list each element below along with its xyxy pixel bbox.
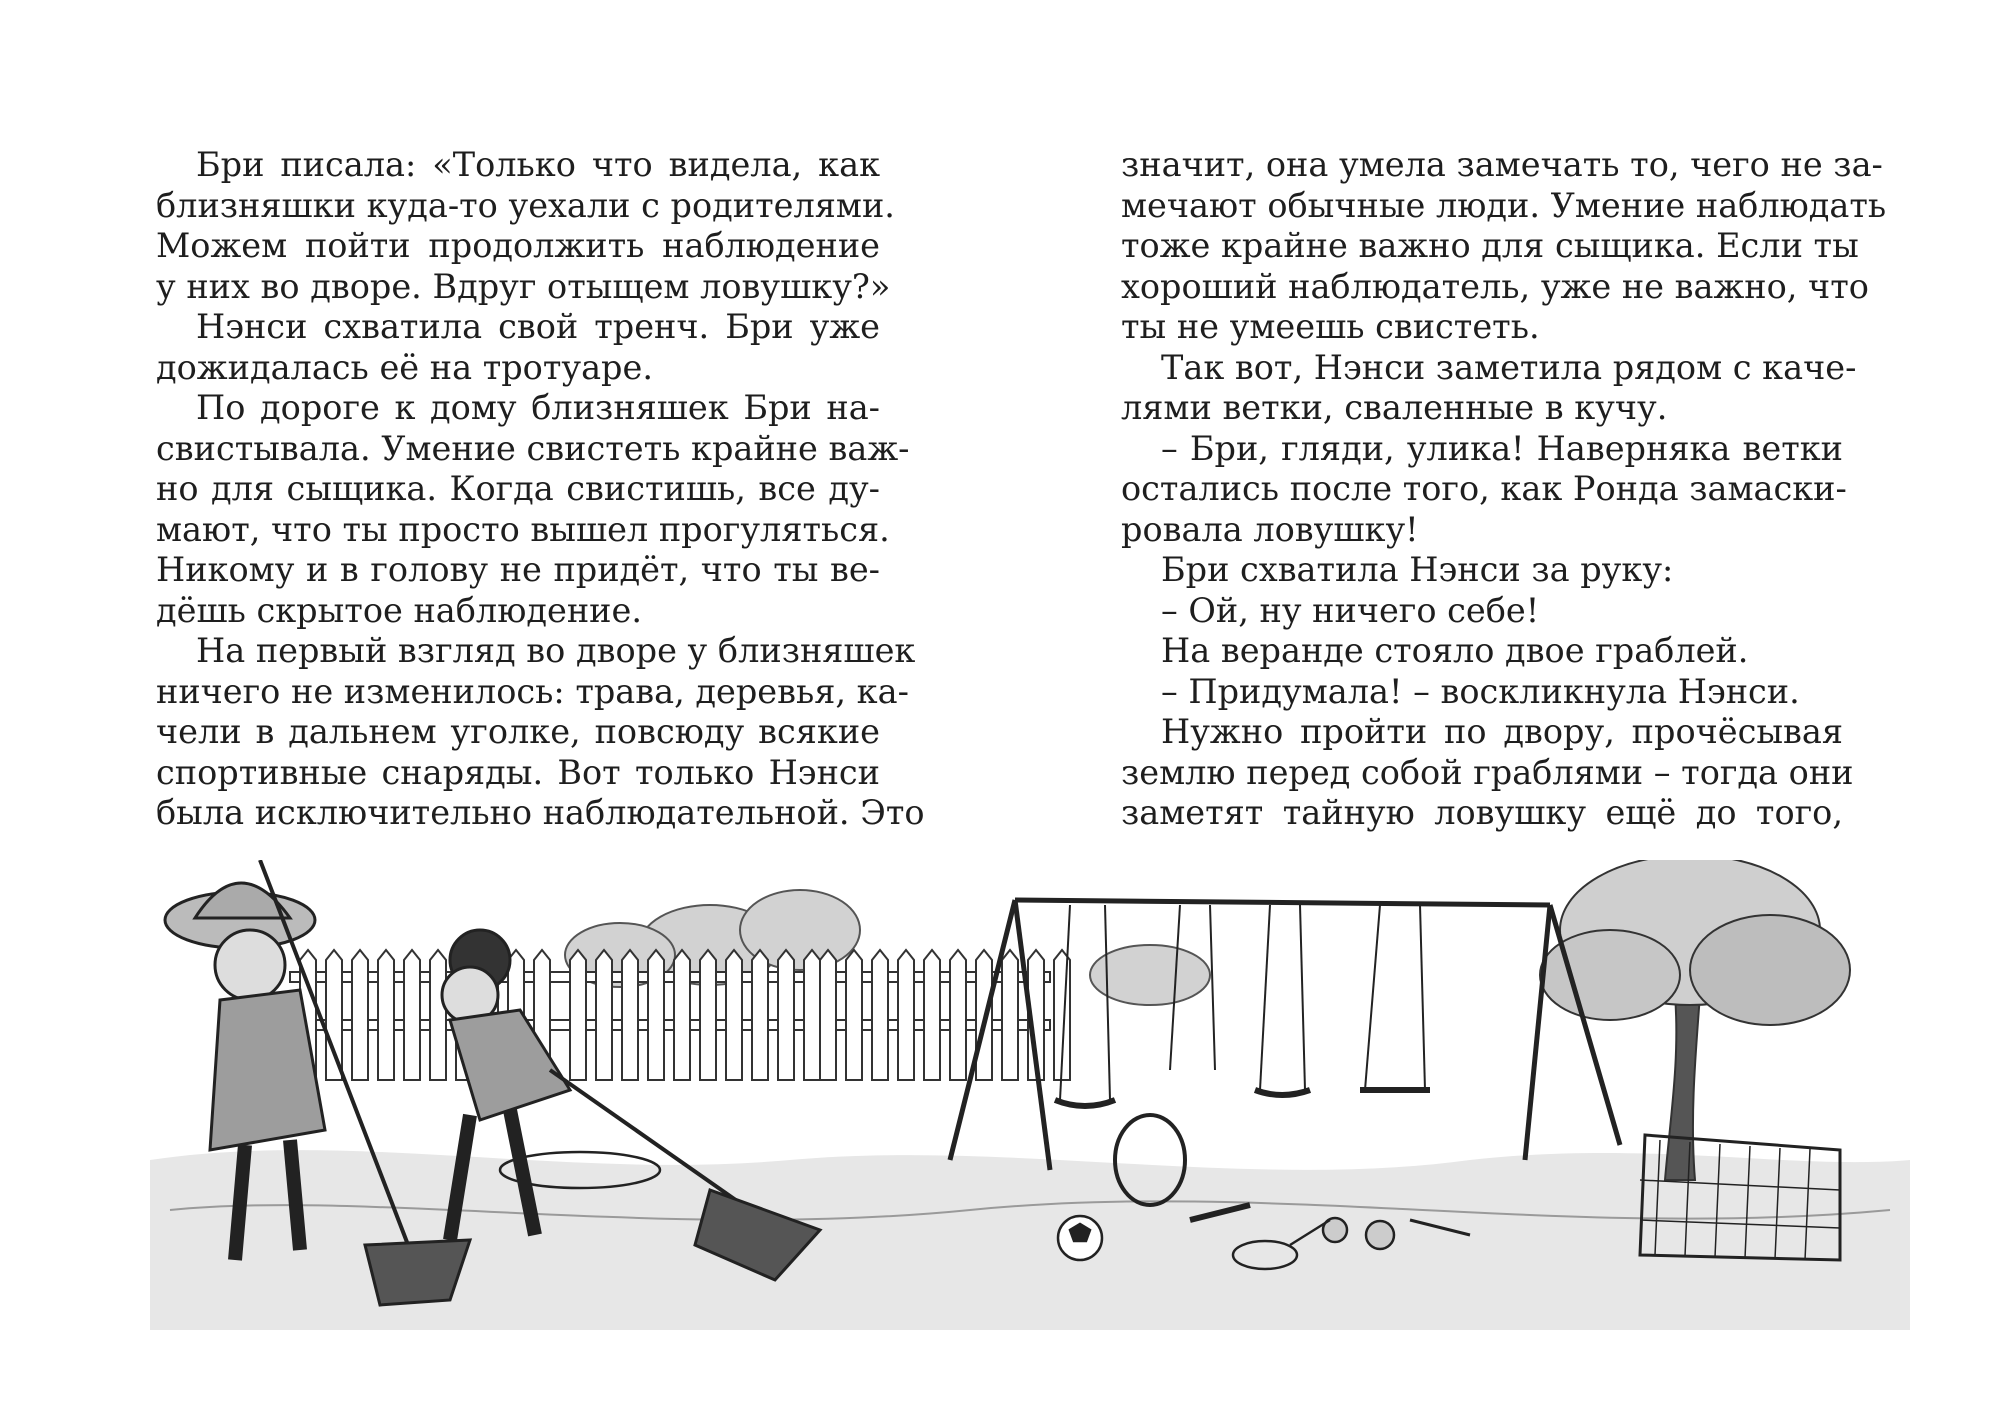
left-column-line: По дороге к дому близняшек Бри на- <box>196 388 880 427</box>
right-column-line: тоже крайне важно для сыщика. Если ты <box>1121 226 1859 265</box>
right-column-line: землю перед собой граблями – тогда они <box>1121 752 1854 792</box>
right-text-column <box>1121 145 1887 834</box>
right-column-line: мечают обычные люди. Умение наблюдать <box>1121 185 1887 225</box>
right-column-line: значит, она умела замечать то, чего не за- <box>1121 145 1883 184</box>
left-column-line: Нэнси схватила свой тренч. Бри уже <box>196 307 880 346</box>
left-column-line: была исключительно наблюдательной. Это <box>156 793 925 832</box>
right-column-line: – Бри, гляди, улика! Наверняка ветки <box>1161 428 1843 468</box>
left-column-line: Можем пойти продолжить наблюдение <box>156 226 880 265</box>
right-column-line: На веранде стояло двое граблей. <box>1161 631 1749 670</box>
right-column-line: заметят тайную ловушку ещё до того, <box>1121 793 1843 832</box>
right-column-line: хороший наблюдатель, уже не важно, что <box>1121 266 1869 306</box>
left-column-line: свистывала. Умение свистеть крайне важ- <box>156 428 910 468</box>
left-column-line: Никому и в голову не придёт, что ты ве- <box>156 550 880 589</box>
right-column-line: лями ветки, сваленные в кучу. <box>1121 388 1668 427</box>
left-column-line: дожидалась её на тротуаре. <box>156 347 653 387</box>
left-column-line: Бри писала: «Только что видела, как <box>196 145 880 184</box>
left-column-line: близняшки куда-то уехали с родителями. <box>156 185 895 225</box>
left-column-line: чели в дальнем уголке, повсюду всякие <box>156 712 880 751</box>
left-column-line: дёшь скрытое наблюдение. <box>156 590 642 630</box>
left-column-line: у них во дворе. Вдруг отыщем ловушку?» <box>156 266 891 306</box>
right-column-line: ровала ловушку! <box>1121 509 1419 549</box>
right-column-line: остались после того, как Ронда замаски- <box>1121 469 1847 508</box>
backyard-illustration-icon <box>150 860 1910 1330</box>
left-column-line: На первый взгляд во дворе у близняшек <box>196 631 916 670</box>
swing-set <box>950 900 1620 1170</box>
left-text-column <box>156 145 925 834</box>
left-column-line: но для сыщика. Когда свистишь, все ду- <box>156 469 880 508</box>
right-column-line: Так вот, Нэнси заметила рядом с каче- <box>1161 347 1857 387</box>
left-column-line: спортивные снаряды. Вот только Нэнси <box>156 752 880 792</box>
left-column-line: мают, что ты просто вышел прогуляться. <box>156 509 890 549</box>
right-column-line: – Придумала! – воскликнула Нэнси. <box>1161 671 1800 711</box>
right-column-line: ты не умеешь свистеть. <box>1121 307 1540 346</box>
tree <box>1540 860 1850 1180</box>
right-column-line: Бри схватила Нэнси за руку: <box>1161 550 1674 589</box>
left-column-line: ничего не изменилось: трава, деревья, ка- <box>156 671 909 711</box>
fence <box>290 950 1070 1080</box>
right-column-line: – Ой, ну ничего себе! <box>1161 590 1540 630</box>
right-column-line: Нужно пройти по двору, прочёсывая <box>1161 712 1843 751</box>
